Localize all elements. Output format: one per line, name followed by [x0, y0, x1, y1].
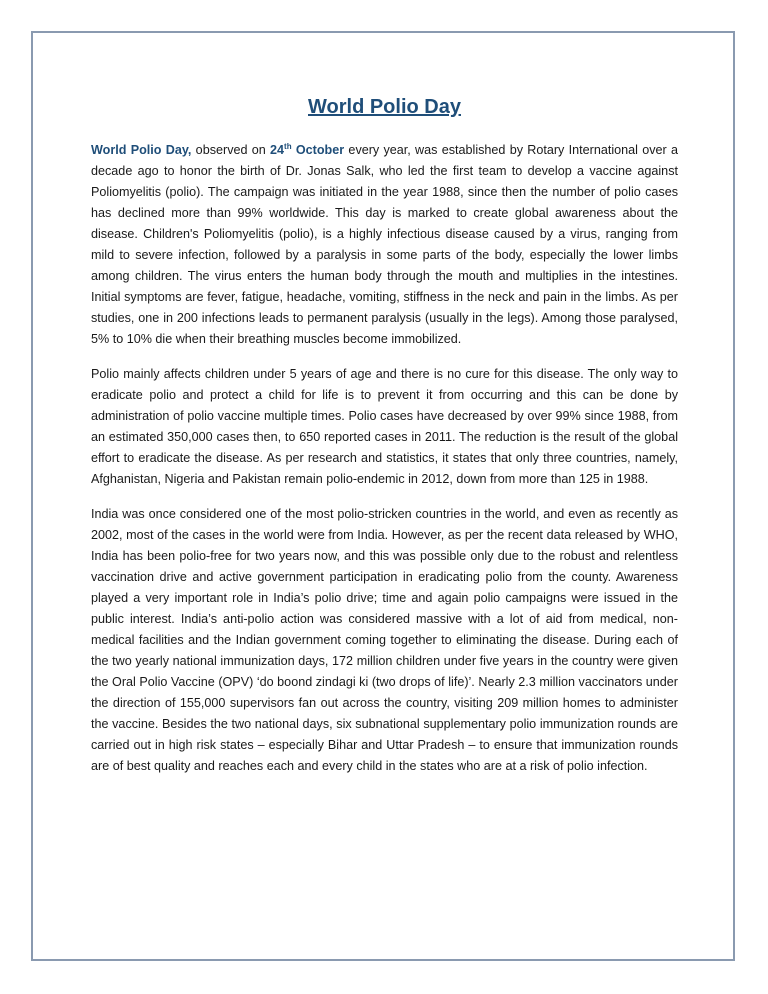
intro-observed: observed on — [191, 143, 271, 157]
intro-paragraph — [91, 140, 678, 350]
paragraph-2: Polio mainly affects children under 5 years of age and there is no cure for this disease. The only way to eradicate polio and protect a child for life is to prevent it from occurring and this can be done by administration of polio vaccine multiple times. Polio cases have decreased by over 99% since 1988, from an estimated 350,000 cases then, to 650 reported cases in 2011. The reduction is the result of the global effort to eradicate the disease. As per research and statistics, it states that only three countries, namely, Afghanistan, Nigeria and Pakistan remain polio-endemic in 2012, down from more than 125 in 1988. — [91, 367, 678, 486]
intro-month: October — [291, 143, 345, 157]
document-title: World Polio Day — [308, 96, 461, 118]
document-body — [91, 94, 678, 791]
intro-rest: every year, was established by Rotary International over a decade ago to honor the birth of Dr. Jonas Salk, who led the first team to develop a vaccine against Poliomyelitis (polio). The campaign was initiated in the year 1988, since then the number of polio cases has declined more than 99% worldwide. This day is marked to create global awareness about the disease. Children's Poliomyelitis (polio), is a highly infectious disease caused by a virus, ranging from mild to severe infection, followed by a paralysis in some parts of the body, especially the lower limbs among children. The virus enters the human body through the mouth and multiplies in the intestines. Initial symptoms are fever, fatigue, headache, vomiting, stiffness in the neck and pain in the limbs. As per studies, one in 200 infections leads to permanent paralysis (usually in the legs). Among those paralysed, 5% to 10% die when their breathing muscles become immobilized. — [91, 143, 678, 346]
intro-day: 24 — [270, 143, 285, 157]
intro-day-suffix: th — [284, 141, 292, 151]
paragraph-3: India was once considered one of the most polio-stricken countries in the world, and even as recently as 2002, most of the cases in the world were from India. However, as per the recent data released by WHO, India has been polio-free for two years now, and this was possible only due to the robust and relentless vaccination drive and active government participation in eradicating polio from the county. Awareness played a very important role in India’s polio drive; time and again polio campaigns were issued in the public interest. India’s anti-polio action was considered massive with a lot of aid from medical, non-medical facilities and the Indian government coming together to eliminating the disease. During each of the two yearly national immunization days, 172 million children under five years in the country were given the Oral Polio Vaccine (OPV) ‘do boond zindagi ki (two drops of life)’. Nearly 2.3 million vaccinators under the direction of 155,000 supervisors fan out across the country, visiting 209 million homes to administer the vaccine. Besides the two national days, six subnational supplementary polio immunization rounds are carried out in high risk states – especially Bihar and Uttar Pradesh – to ensure that immunization rounds are of best quality and reaches each and every child in the states who are at a risk of polio infection. — [91, 507, 678, 773]
intro-lead: World Polio Day, — [91, 143, 192, 157]
intro-date — [270, 143, 344, 157]
